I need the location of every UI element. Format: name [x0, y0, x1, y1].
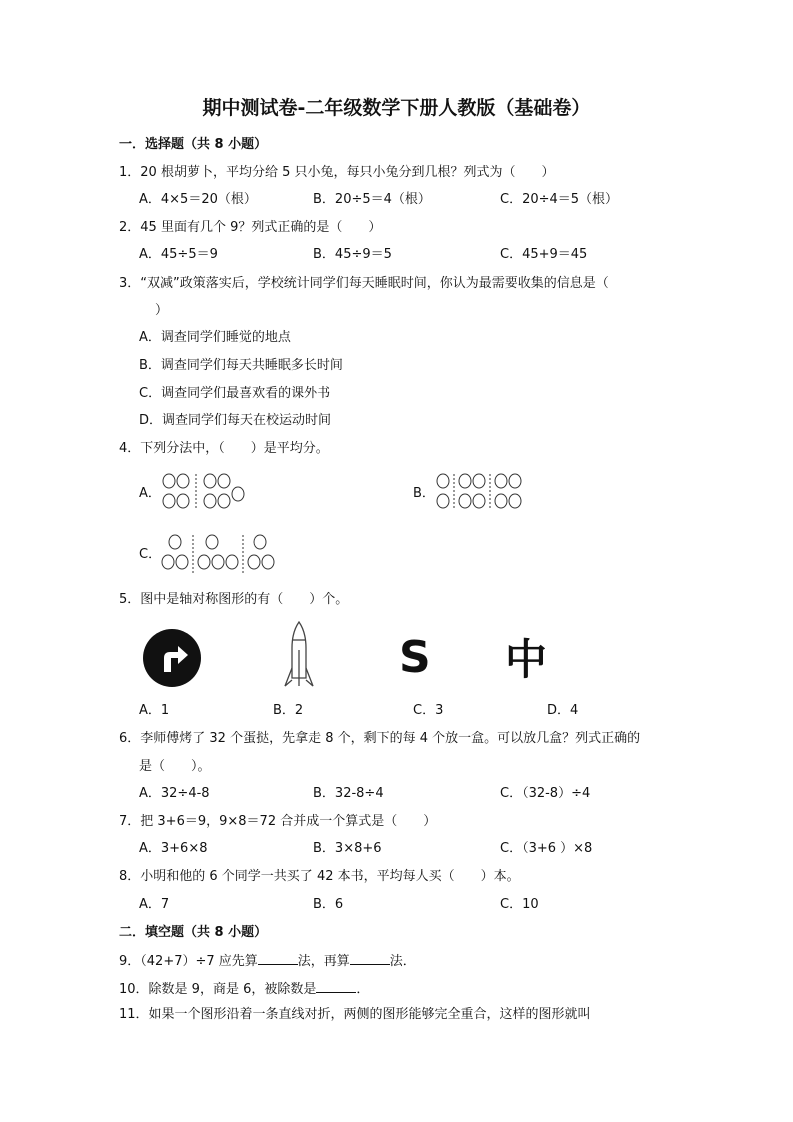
- page-title: 期中测试卷-二年级数学下册人教版（基础卷）: [202, 97, 591, 119]
- option-b: B．: [413, 486, 435, 501]
- option-a: A．: [139, 486, 161, 501]
- option-a: A．3+6×8: [139, 841, 208, 856]
- option-a: A．45÷5＝9: [139, 247, 218, 262]
- question-2: 2．45 里面有几个 9？列式正确的是（ ）: [119, 220, 382, 235]
- option-c: C．调查同学们最喜欢看的课外书: [139, 386, 331, 401]
- strawberry-group-b-image: [435, 472, 530, 512]
- option-b: B．32-8÷4: [313, 786, 384, 801]
- question-3: 3．“双减”政策落实后，学校统计同学们每天睡眠时间，你认为最需要收集的信息是（: [119, 276, 609, 291]
- q9-text: 法，再算: [297, 954, 350, 969]
- question-6: 6．李师傅烤了 32 个蛋挞，先拿走 8 个，剩下的每 4 个放一盒。可以放几盒？列式正确的: [119, 731, 641, 746]
- q9-text: 9．（42+7）÷7 应先算: [119, 954, 258, 969]
- option-a: A．32÷4-8: [139, 786, 210, 801]
- question-3-cont: ）: [155, 303, 169, 318]
- rocket-icon: [283, 620, 315, 692]
- section-heading: 二．填空题（共 8 小题）: [119, 925, 268, 940]
- question-7: 7．把 3+6＝9，9×8＝72 合并成一个算式是（ ）: [119, 814, 437, 829]
- question-10: [119, 980, 369, 998]
- option-a: A．1: [139, 703, 170, 718]
- q9-text: 法．: [389, 954, 416, 969]
- q10-text: ．: [356, 982, 370, 997]
- option-b: B．6: [313, 897, 344, 912]
- strawberry-group-c-image: [160, 533, 275, 575]
- question-1: 1．20 根胡萝卜，平均分给 5 只小兔，每只小兔分到几根？列式为（ ）: [119, 165, 555, 180]
- option-c: C．45+9＝45: [500, 247, 588, 262]
- question-9: [119, 952, 416, 970]
- option-b: B．2: [273, 703, 304, 718]
- option-c: C．（32-8）÷4: [500, 786, 591, 801]
- option-a: A．7: [139, 897, 170, 912]
- q10-text: 10．除数是 9，商是 6，被除数是: [119, 982, 317, 997]
- option-b: B．3×8+6: [313, 841, 382, 856]
- option-b: B．20÷5＝4（根）: [313, 192, 431, 207]
- zhong-character-image: 中: [505, 635, 548, 684]
- option-c: C．20÷4＝5（根）: [500, 192, 619, 207]
- question-4: 4．下列分法中，（ ）是平均分。: [119, 441, 329, 456]
- strawberry-group-a-image: [160, 472, 250, 512]
- option-c: C．3: [413, 703, 444, 718]
- answer-blank[interactable]: [316, 980, 356, 993]
- option-d: D．调查同学们每天在校运动时间: [139, 413, 332, 428]
- option-b: B．45÷9＝5: [313, 247, 392, 262]
- option-c: C．（3+6 ）×8: [500, 841, 593, 856]
- answer-blank[interactable]: [350, 952, 390, 965]
- option-a: A．调查同学们睡觉的地点: [139, 330, 291, 345]
- question-8: 8．小明和他的 6 个同学一共买了 42 本书，平均每人买（ ）本。: [119, 869, 520, 884]
- answer-blank[interactable]: [258, 952, 298, 965]
- question-6-cont: 是（ ）。: [139, 759, 211, 774]
- option-c: C．: [139, 547, 162, 562]
- section-heading: 一．选择题（共 8 小题）: [119, 137, 268, 152]
- turn-right-sign-icon: [142, 628, 202, 688]
- option-c: C．10: [500, 897, 539, 912]
- option-d: D．4: [547, 703, 579, 718]
- letter-s-image: S: [399, 632, 431, 683]
- question-5: 5．图中是轴对称图形的有（ ）个。: [119, 592, 349, 607]
- option-a: A．4×5＝20（根）: [139, 192, 257, 207]
- question-11: 11．如果一个图形沿着一条直线对折，两侧的图形能够完全重合，这样的图形就叫: [119, 1007, 591, 1022]
- option-b: B．调查同学们每天共睡眠多长时间: [139, 358, 343, 373]
